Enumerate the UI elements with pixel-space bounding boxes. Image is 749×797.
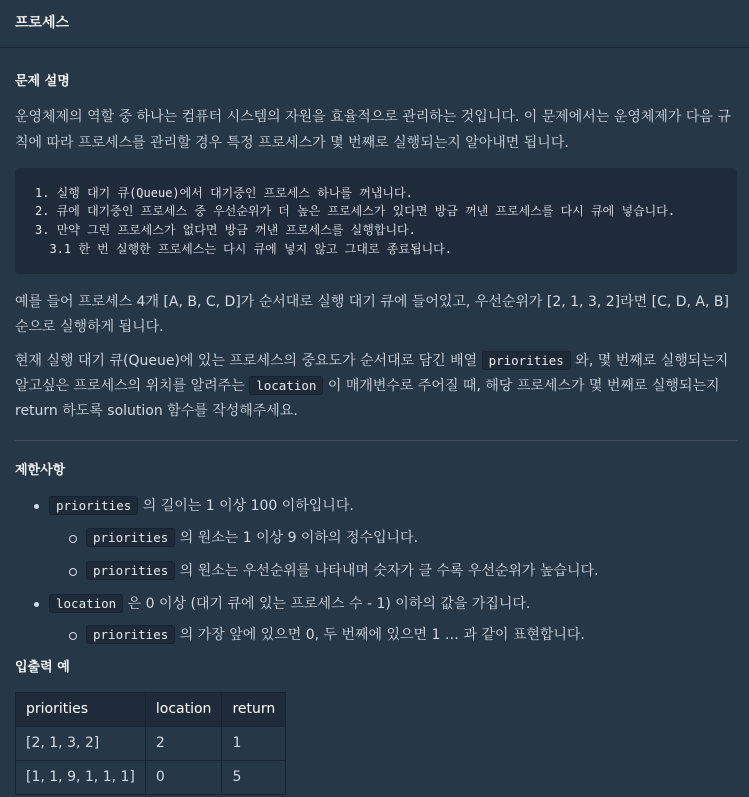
inline-code: priorities bbox=[86, 625, 175, 644]
constraint-text: 의 원소는 우선순위를 나타내며 숫자가 클 수록 우선순위가 높습니다. bbox=[175, 562, 599, 579]
table-row bbox=[16, 726, 286, 760]
task-text: 현재 실행 대기 큐(Queue)에 있는 프로세스의 중요도가 순서대로 담긴 배열 bbox=[15, 352, 482, 369]
problem-heading: 문제 설명 bbox=[15, 74, 70, 89]
header bbox=[0, 0, 749, 48]
rule-line: 2. 큐에 대기중인 프로세스 중 우선순위가 더 높은 프로세스가 있다면 방금 꺼낸 프로세스를 다시 큐에 넣습니다. bbox=[35, 204, 676, 219]
table-cell: 5 bbox=[222, 761, 286, 795]
constraint-sublist bbox=[49, 623, 737, 648]
constraint-subitem bbox=[49, 623, 737, 648]
column-header: location bbox=[145, 692, 222, 726]
table-row bbox=[16, 761, 286, 795]
problem-intro: 운영체제의 역할 중 하나는 컴퓨터 시스템의 자원을 효율적으로 관리하는 것입니다. 이 문제에서는 운영체제가 다음 규칙에 따라 프로세스를 관리할 경우 특정 프로세스가 몇 번째로 실행되는지 알아내면 됩니다. bbox=[15, 109, 731, 151]
constraint-text: 은 0 이상 (대기 큐에 있는 프로세스 수 - 1) 이하의 값을 가집니다. bbox=[123, 596, 531, 613]
table-cell: 2 bbox=[145, 726, 222, 760]
rule-line: 3. 만약 그런 프로세스가 없다면 방금 꺼낸 프로세스를 실행합니다. bbox=[35, 222, 416, 237]
inline-code: priorities bbox=[86, 528, 175, 547]
table-cell: [1, 1, 9, 1, 1, 1] bbox=[16, 761, 146, 795]
rule-line: 3.1 한 번 실행한 프로세스는 다시 큐에 넣지 않고 그대로 종료됩니다. bbox=[35, 241, 452, 256]
constraint-item bbox=[15, 592, 737, 648]
constraints-list bbox=[15, 494, 737, 648]
column-header: return bbox=[222, 692, 286, 726]
inline-code: priorities bbox=[86, 561, 175, 580]
inline-code: priorities bbox=[482, 351, 571, 370]
problem-content bbox=[0, 48, 749, 795]
table-header-row bbox=[16, 692, 286, 726]
constraint-text: 의 길이는 1 이상 100 이하입니다. bbox=[138, 498, 354, 515]
divider bbox=[15, 440, 737, 441]
constraint-subitem bbox=[49, 559, 737, 584]
constraint-sublist bbox=[49, 526, 737, 584]
table-cell: [2, 1, 3, 2] bbox=[16, 726, 146, 760]
column-header: priorities bbox=[16, 692, 146, 726]
rules-codeblock bbox=[15, 168, 737, 274]
constraints-heading: 제한사항 bbox=[15, 463, 66, 479]
io-table bbox=[15, 692, 286, 796]
constraint-subitem bbox=[49, 526, 737, 551]
inline-code: priorities bbox=[49, 496, 138, 515]
task-text: 이 매개변수로 주어질 때, 해당 프로세스가 몇 번째로 실행되는지 return 하도록 solution 함수를 작성해주세요. bbox=[15, 377, 720, 419]
io-heading: 입출력 예 bbox=[15, 660, 70, 676]
constraint-text: 의 원소는 1 이상 9 이하의 정수입니다. bbox=[175, 529, 419, 546]
table-cell: 0 bbox=[145, 761, 222, 795]
inline-code: location bbox=[49, 594, 123, 613]
problem-example: 예를 들어 프로세스 4개 [A, B, C, D]가 순서대로 실행 대기 큐에 들어있고, 우선순위가 [2, 1, 3, 2]라면 [C, D, A, B] 순으로 실행하게 됩니다. bbox=[15, 294, 729, 336]
rule-line: 1. 실행 대기 큐(Queue)에서 대기중인 프로세스 하나를 꺼냅니다. bbox=[35, 185, 413, 200]
inline-code: location bbox=[249, 376, 323, 395]
constraint-text: 의 가장 앞에 있으면 0, 두 번째에 있으면 1 … 과 같이 표현합니다. bbox=[175, 627, 585, 644]
task-text: 와, 몇 번째로 실행되는지 알고싶은 프로세스의 위치를 알려주는 bbox=[15, 352, 729, 394]
problem-task bbox=[15, 349, 737, 425]
constraint-item bbox=[15, 494, 737, 584]
page-title: 프로세스 bbox=[15, 14, 70, 31]
table-cell: 1 bbox=[222, 726, 286, 760]
